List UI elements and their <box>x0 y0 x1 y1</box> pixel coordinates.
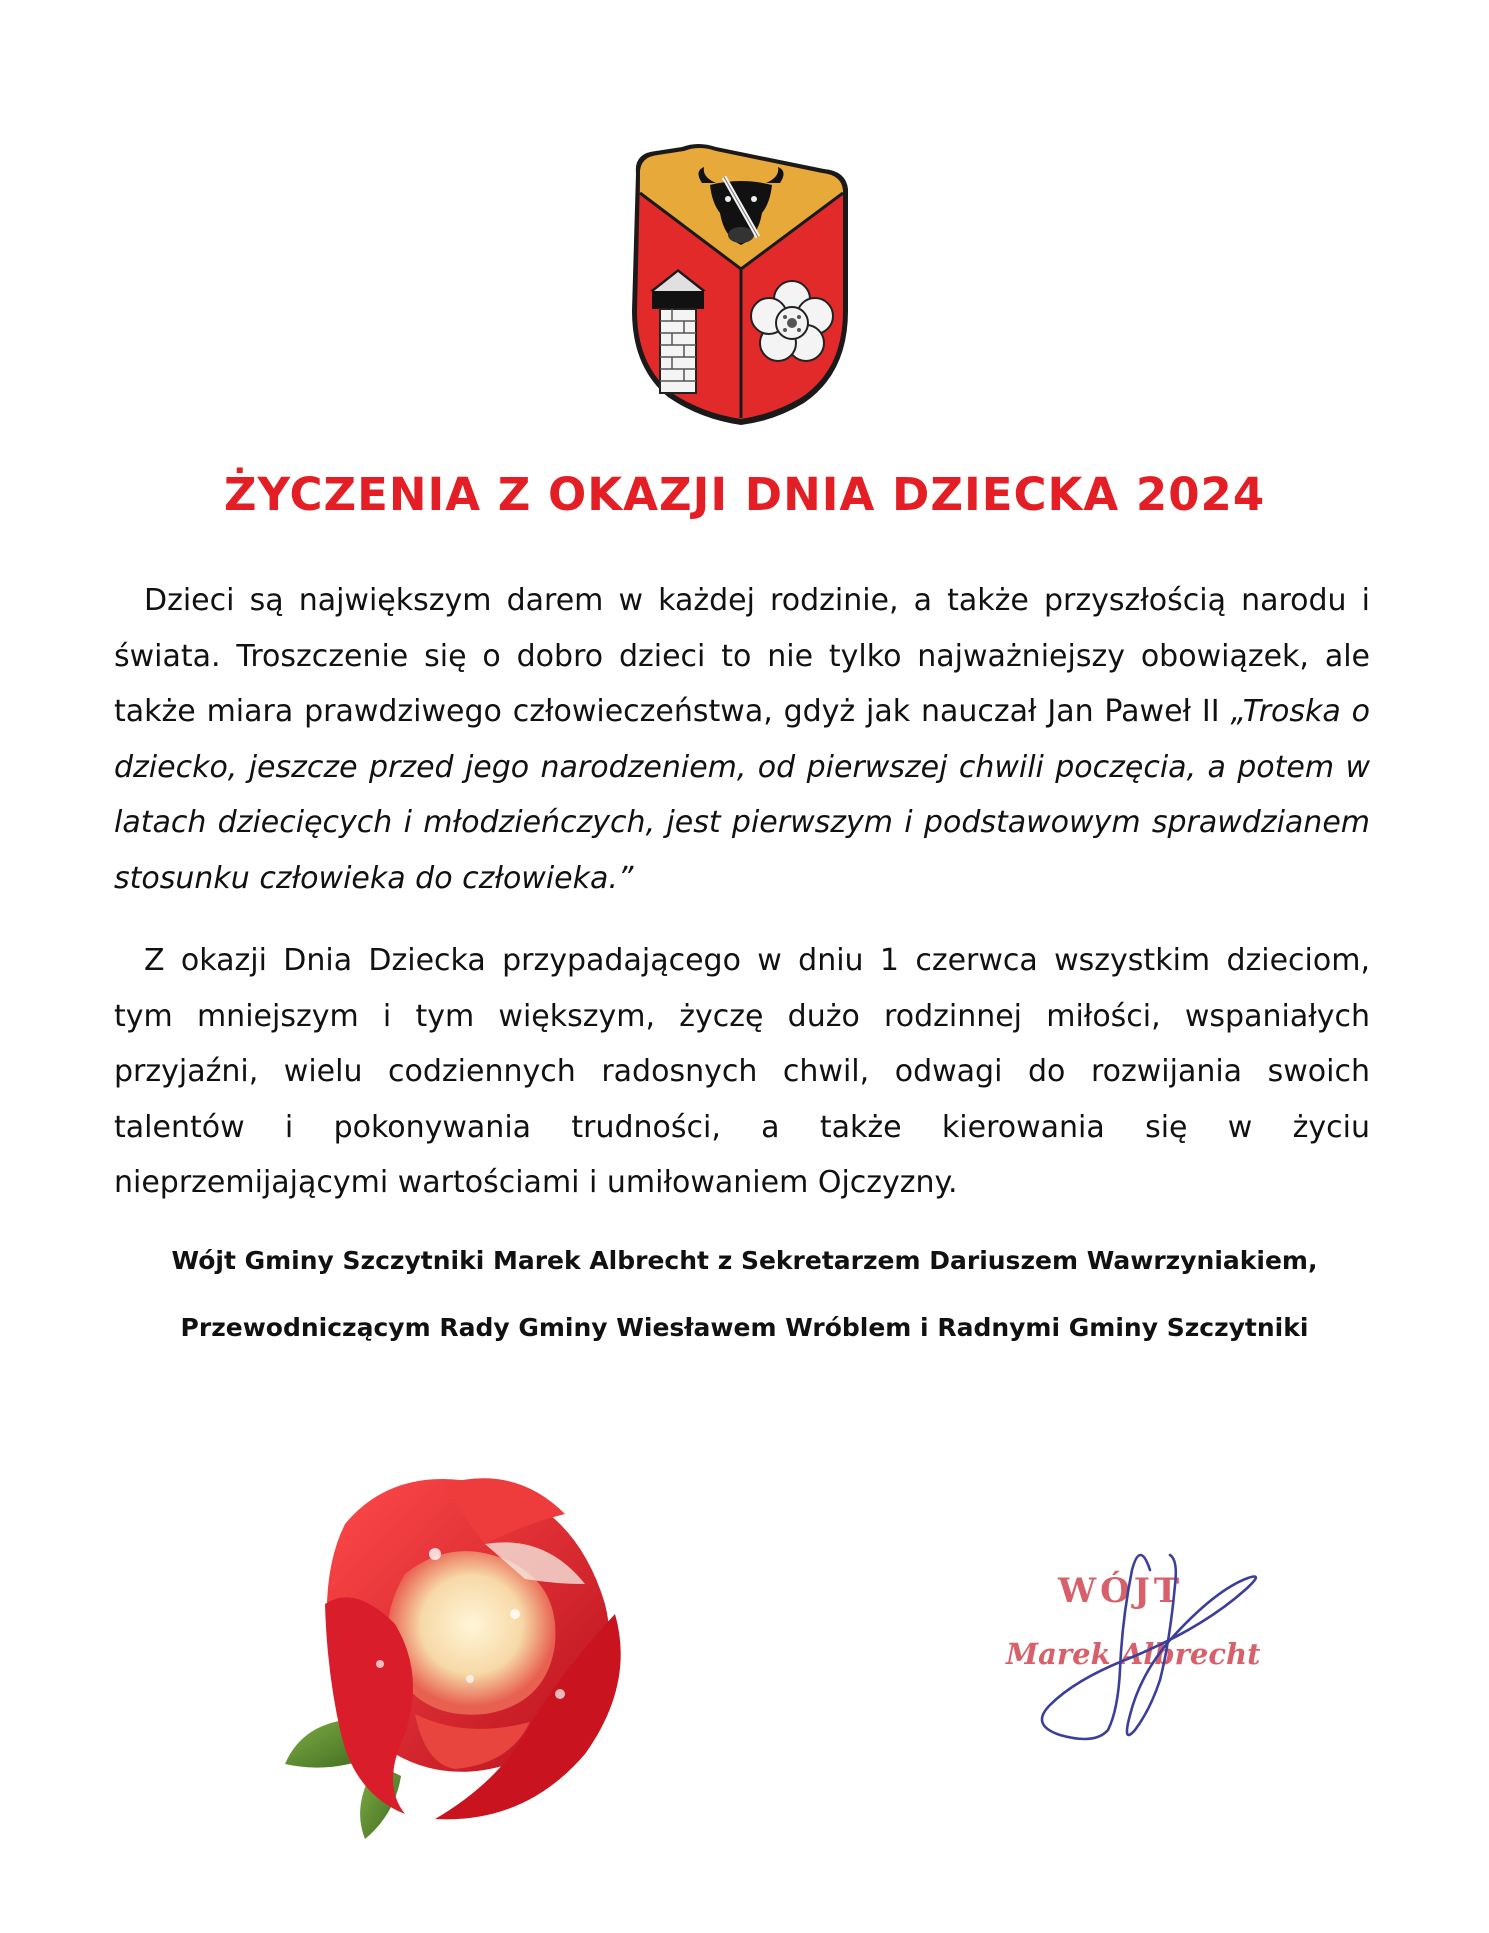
stamp-name: Marek Albrecht <box>1006 1637 1261 1671</box>
paragraph-intro-text: Dzieci są największym darem w każdej rodzinie, a także przyszłością narodu i świata. Troszczenie się o dobro dzieci to nie tylko najważniejszy obowiązek, ale także miara prawdziwego człowieczeństwa, gdyż jak nauczał Jan Paweł II <box>114 583 1370 729</box>
red-rose-image <box>285 1464 665 1859</box>
signoff-line-2: Przewodniczącym Rady Gminy Wiesławem Wróblem i Radnymi Gminy Szczytniki <box>180 1313 1309 1342</box>
paragraph-intro <box>114 573 1370 906</box>
stamp-title: WÓJT <box>1058 1571 1184 1611</box>
john-paul-ii-quote: „Troska o dziecko, jeszcze przed jego narodzeniem, od pierwszej chwili poczęcia, a potem w latach dziecięcych i młodzieńczych, jest pierwszym i podstawowym sprawdzianem stosunku człowieka do człowieka.” <box>114 694 1370 896</box>
paragraph-wishes <box>114 933 1370 1211</box>
document-title: ŻYCZENIA Z OKAZJI DNIA DZIECKA 2024 <box>223 468 1266 521</box>
coat-of-arms-image <box>624 141 858 425</box>
signoff-line-1: Wójt Gminy Szczytniki Marek Albrecht z Sekretarzem Dariuszem Wawrzyniakiem, <box>171 1246 1318 1275</box>
signature-stamp <box>1000 1530 1320 1760</box>
paragraph-wishes-text: Z okazji Dnia Dziecka przypadającego w dniu 1 czerwca wszystkim dzieciom, tym mniejszym i tym większym, życzę dużo rodzinnej miłości, wspaniałych przyjaźni, wielu codziennych radosnych chwil, odwagi do rozwijania swoich talentów i pokonywania trudności, a także kierowania się w życiu nieprzemijającymi wartościami i umiłowaniem Ojczyzny. <box>114 943 1370 1200</box>
